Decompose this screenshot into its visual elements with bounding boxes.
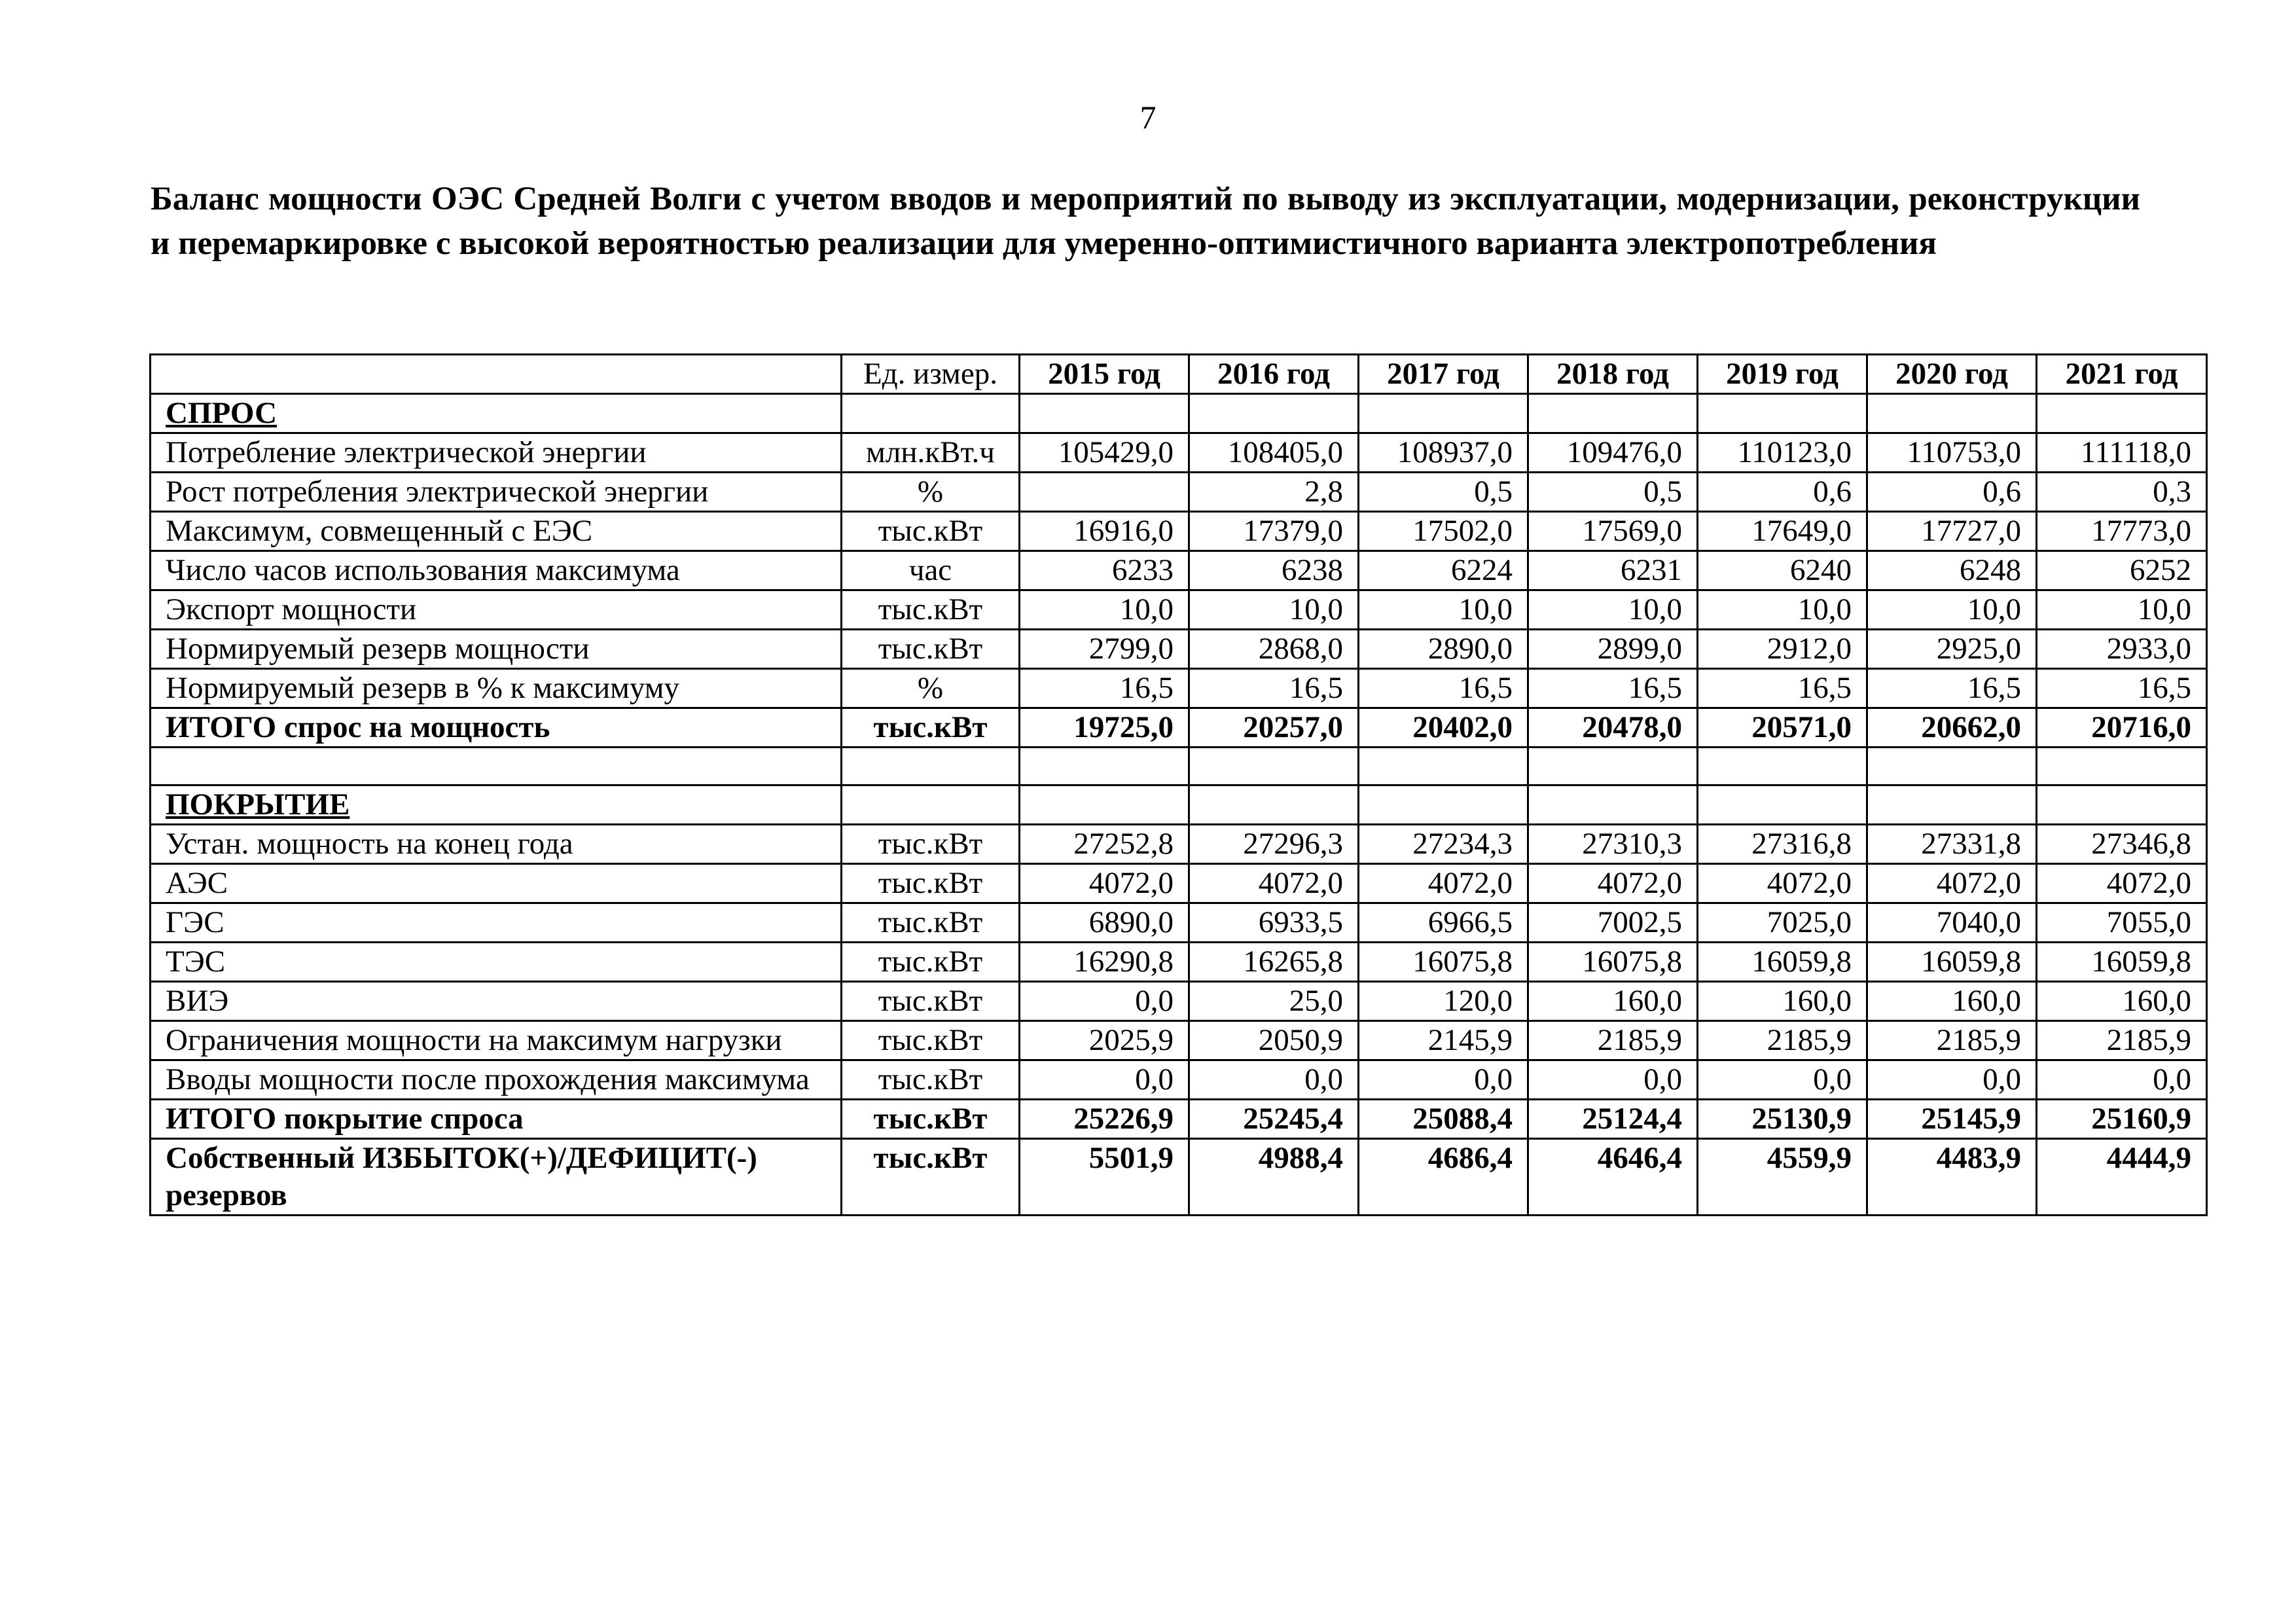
value-cell: 6240 bbox=[1698, 551, 1867, 590]
value-cell bbox=[1528, 748, 1698, 785]
value-cell: 2,8 bbox=[1189, 473, 1359, 512]
value-cell bbox=[1528, 394, 1698, 433]
row-label-cell: Ограничения мощности на максимум нагрузки bbox=[151, 1021, 842, 1060]
value-cell bbox=[1020, 785, 1189, 825]
value-cell: 0,5 bbox=[1359, 473, 1528, 512]
value-cell: 4072,0 bbox=[1359, 864, 1528, 903]
value-cell: 0,0 bbox=[2037, 1060, 2207, 1100]
value-cell: 0,5 bbox=[1528, 473, 1698, 512]
row-label-cell: ПОКРЫТИЕ bbox=[151, 785, 842, 825]
value-cell: 4483,9 bbox=[1867, 1139, 2037, 1216]
value-cell: 17649,0 bbox=[1698, 512, 1867, 551]
value-cell: 17773,0 bbox=[2037, 512, 2207, 551]
header-label-cell bbox=[151, 355, 842, 394]
unit-cell: тыс.кВт bbox=[842, 708, 1020, 748]
value-cell: 27310,3 bbox=[1528, 825, 1698, 864]
value-cell: 25245,4 bbox=[1189, 1100, 1359, 1139]
value-cell: 4072,0 bbox=[1528, 864, 1698, 903]
value-cell: 16,5 bbox=[1528, 669, 1698, 708]
year-header-cell: 2016 год bbox=[1189, 355, 1359, 394]
value-cell bbox=[1189, 394, 1359, 433]
unit-cell: млн.кВт.ч bbox=[842, 433, 1020, 473]
value-cell: 25145,9 bbox=[1867, 1100, 2037, 1139]
unit-cell: тыс.кВт bbox=[842, 1100, 1020, 1139]
value-cell: 27234,3 bbox=[1359, 825, 1528, 864]
table-row bbox=[151, 433, 2207, 473]
table-row bbox=[151, 590, 2207, 630]
unit-cell: тыс.кВт bbox=[842, 943, 1020, 982]
page-number: 7 bbox=[1139, 99, 1157, 135]
row-label-cell: Потребление электрической энергии bbox=[151, 433, 842, 473]
value-cell: 20257,0 bbox=[1189, 708, 1359, 748]
total-row bbox=[151, 1139, 2207, 1216]
spacer-row bbox=[151, 748, 2207, 785]
value-cell: 16059,8 bbox=[1867, 943, 2037, 982]
value-cell: 2933,0 bbox=[2037, 630, 2207, 669]
value-cell: 17569,0 bbox=[1528, 512, 1698, 551]
value-cell bbox=[1359, 748, 1528, 785]
table-row bbox=[151, 669, 2207, 708]
value-cell: 120,0 bbox=[1359, 982, 1528, 1021]
value-cell: 16916,0 bbox=[1020, 512, 1189, 551]
value-cell: 7025,0 bbox=[1698, 903, 1867, 943]
unit-cell: тыс.кВт bbox=[842, 903, 1020, 943]
value-cell: 6224 bbox=[1359, 551, 1528, 590]
total-row bbox=[151, 1100, 2207, 1139]
table-row bbox=[151, 630, 2207, 669]
value-cell: 27316,8 bbox=[1698, 825, 1867, 864]
value-cell: 2185,9 bbox=[1528, 1021, 1698, 1060]
value-cell: 110123,0 bbox=[1698, 433, 1867, 473]
row-label-cell: ГЭС bbox=[151, 903, 842, 943]
value-cell: 0,0 bbox=[1189, 1060, 1359, 1100]
value-cell: 160,0 bbox=[1698, 982, 1867, 1021]
value-cell: 2899,0 bbox=[1528, 630, 1698, 669]
table-row bbox=[151, 512, 2207, 551]
value-cell: 10,0 bbox=[1867, 590, 2037, 630]
value-cell: 25226,9 bbox=[1020, 1100, 1189, 1139]
value-cell: 4646,4 bbox=[1528, 1139, 1698, 1216]
value-cell: 16,5 bbox=[1020, 669, 1189, 708]
value-cell bbox=[1189, 748, 1359, 785]
value-cell: 16,5 bbox=[1698, 669, 1867, 708]
table-row bbox=[151, 864, 2207, 903]
value-cell: 16075,8 bbox=[1359, 943, 1528, 982]
section-header-row bbox=[151, 785, 2207, 825]
value-cell: 25130,9 bbox=[1698, 1100, 1867, 1139]
value-cell: 17379,0 bbox=[1189, 512, 1359, 551]
value-cell bbox=[1359, 394, 1528, 433]
value-cell: 2799,0 bbox=[1020, 630, 1189, 669]
value-cell: 20571,0 bbox=[1698, 708, 1867, 748]
row-label-cell: Нормируемый резерв мощности bbox=[151, 630, 842, 669]
value-cell: 4072,0 bbox=[2037, 864, 2207, 903]
value-cell: 27346,8 bbox=[2037, 825, 2207, 864]
value-cell: 10,0 bbox=[1189, 590, 1359, 630]
value-cell: 0,6 bbox=[1867, 473, 2037, 512]
year-header-cell: 2021 год bbox=[2037, 355, 2207, 394]
value-cell: 0,0 bbox=[1020, 982, 1189, 1021]
row-label-cell: Число часов использования максимума bbox=[151, 551, 842, 590]
row-label-cell: ИТОГО покрытие спроса bbox=[151, 1100, 842, 1139]
row-label-cell: ВИЭ bbox=[151, 982, 842, 1021]
value-cell: 4072,0 bbox=[1867, 864, 2037, 903]
value-cell: 4072,0 bbox=[1020, 864, 1189, 903]
value-cell: 110753,0 bbox=[1867, 433, 2037, 473]
value-cell bbox=[2037, 748, 2207, 785]
value-cell: 16,5 bbox=[1359, 669, 1528, 708]
value-cell: 6238 bbox=[1189, 551, 1359, 590]
value-cell: 16075,8 bbox=[1528, 943, 1698, 982]
value-cell: 16,5 bbox=[1867, 669, 2037, 708]
value-cell: 2185,9 bbox=[1867, 1021, 2037, 1060]
unit-cell bbox=[842, 748, 1020, 785]
unit-cell: тыс.кВт bbox=[842, 1060, 1020, 1100]
value-cell: 2185,9 bbox=[1698, 1021, 1867, 1060]
value-cell: 0,0 bbox=[1867, 1060, 2037, 1100]
value-cell bbox=[2037, 394, 2207, 433]
value-cell: 20662,0 bbox=[1867, 708, 2037, 748]
value-cell: 16265,8 bbox=[1189, 943, 1359, 982]
value-cell: 4686,4 bbox=[1359, 1139, 1528, 1216]
value-cell: 20402,0 bbox=[1359, 708, 1528, 748]
value-cell: 6248 bbox=[1867, 551, 2037, 590]
value-cell: 19725,0 bbox=[1020, 708, 1189, 748]
value-cell: 16059,8 bbox=[1698, 943, 1867, 982]
value-cell: 7002,5 bbox=[1528, 903, 1698, 943]
value-cell: 25124,4 bbox=[1528, 1100, 1698, 1139]
value-cell: 5501,9 bbox=[1020, 1139, 1189, 1216]
value-cell: 0,0 bbox=[1020, 1060, 1189, 1100]
value-cell: 6890,0 bbox=[1020, 903, 1189, 943]
value-cell: 0,0 bbox=[1359, 1060, 1528, 1100]
value-cell: 6933,5 bbox=[1189, 903, 1359, 943]
value-cell: 20478,0 bbox=[1528, 708, 1698, 748]
value-cell: 7040,0 bbox=[1867, 903, 2037, 943]
row-label-cell: Устан. мощность на конец года bbox=[151, 825, 842, 864]
value-cell bbox=[1867, 394, 2037, 433]
table-row bbox=[151, 825, 2207, 864]
unit-cell: тыс.кВт bbox=[842, 864, 1020, 903]
unit-cell: тыс.кВт bbox=[842, 590, 1020, 630]
value-cell bbox=[2037, 785, 2207, 825]
value-cell bbox=[1020, 394, 1189, 433]
row-label-cell: Нормируемый резерв в % к максимуму bbox=[151, 669, 842, 708]
value-cell: 6231 bbox=[1528, 551, 1698, 590]
row-label-cell: Вводы мощности после прохождения максимума bbox=[151, 1060, 842, 1100]
value-cell bbox=[1020, 473, 1189, 512]
row-label-cell: АЭС bbox=[151, 864, 842, 903]
table-row bbox=[151, 1021, 2207, 1060]
unit-header-cell: Ед. измер. bbox=[842, 355, 1020, 394]
unit-cell: % bbox=[842, 473, 1020, 512]
row-label-cell: ИТОГО спрос на мощность bbox=[151, 708, 842, 748]
year-header-cell: 2018 год bbox=[1528, 355, 1698, 394]
row-label-cell: Максимум, совмещенный с ЕЭС bbox=[151, 512, 842, 551]
unit-cell bbox=[842, 394, 1020, 433]
unit-cell: тыс.кВт bbox=[842, 1139, 1020, 1216]
row-label-cell: Экспорт мощности bbox=[151, 590, 842, 630]
value-cell: 27331,8 bbox=[1867, 825, 2037, 864]
value-cell bbox=[1867, 785, 2037, 825]
value-cell: 4559,9 bbox=[1698, 1139, 1867, 1216]
value-cell: 6252 bbox=[2037, 551, 2207, 590]
unit-cell: % bbox=[842, 669, 1020, 708]
value-cell: 4072,0 bbox=[1189, 864, 1359, 903]
value-cell: 2050,9 bbox=[1189, 1021, 1359, 1060]
value-cell bbox=[1698, 748, 1867, 785]
value-cell: 10,0 bbox=[1359, 590, 1528, 630]
value-cell: 17502,0 bbox=[1359, 512, 1528, 551]
value-cell bbox=[1867, 748, 2037, 785]
value-cell: 17727,0 bbox=[1867, 512, 2037, 551]
value-cell: 0,0 bbox=[1528, 1060, 1698, 1100]
unit-cell: тыс.кВт bbox=[842, 512, 1020, 551]
row-label-cell bbox=[151, 748, 842, 785]
table-row bbox=[151, 1060, 2207, 1100]
unit-cell: час bbox=[842, 551, 1020, 590]
year-header-cell: 2017 год bbox=[1359, 355, 1528, 394]
value-cell: 105429,0 bbox=[1020, 433, 1189, 473]
value-cell: 2925,0 bbox=[1867, 630, 2037, 669]
value-cell bbox=[1698, 785, 1867, 825]
value-cell: 108405,0 bbox=[1189, 433, 1359, 473]
value-cell: 2145,9 bbox=[1359, 1021, 1528, 1060]
value-cell: 27296,3 bbox=[1189, 825, 1359, 864]
value-cell: 27252,8 bbox=[1020, 825, 1189, 864]
value-cell bbox=[1020, 748, 1189, 785]
table-row bbox=[151, 943, 2207, 982]
value-cell: 25088,4 bbox=[1359, 1100, 1528, 1139]
value-cell: 6233 bbox=[1020, 551, 1189, 590]
row-label-cell: СПРОС bbox=[151, 394, 842, 433]
value-cell: 2912,0 bbox=[1698, 630, 1867, 669]
value-cell: 160,0 bbox=[1867, 982, 2037, 1021]
value-cell: 16,5 bbox=[1189, 669, 1359, 708]
value-cell: 160,0 bbox=[1528, 982, 1698, 1021]
year-header-cell: 2019 год bbox=[1698, 355, 1867, 394]
value-cell: 10,0 bbox=[1698, 590, 1867, 630]
year-header-cell: 2015 год bbox=[1020, 355, 1189, 394]
value-cell: 25,0 bbox=[1189, 982, 1359, 1021]
year-header-cell: 2020 год bbox=[1867, 355, 2037, 394]
value-cell: 109476,0 bbox=[1528, 433, 1698, 473]
table-row bbox=[151, 473, 2207, 512]
value-cell: 2185,9 bbox=[2037, 1021, 2207, 1060]
document-title: Баланс мощности ОЭС Средней Волги с учетом вводов и мероприятий по выводу из эксплуатации, модернизации, реконструкции и перемаркировке с высокой вероятностью реализации для умеренно-оптимистичного варианта электропотребления bbox=[151, 181, 2140, 262]
value-cell: 111118,0 bbox=[2037, 433, 2207, 473]
row-label-cell: Собственный ИЗБЫТОК(+)/ДЕФИЦИТ(-) резервов bbox=[151, 1139, 842, 1216]
value-cell: 6966,5 bbox=[1359, 903, 1528, 943]
value-cell bbox=[1189, 785, 1359, 825]
table-row bbox=[151, 551, 2207, 590]
value-cell: 0,6 bbox=[1698, 473, 1867, 512]
value-cell: 10,0 bbox=[1020, 590, 1189, 630]
value-cell: 2890,0 bbox=[1359, 630, 1528, 669]
section-header-row bbox=[151, 394, 2207, 433]
row-label-cell: ТЭС bbox=[151, 943, 842, 982]
table-row bbox=[151, 982, 2207, 1021]
value-cell: 20716,0 bbox=[2037, 708, 2207, 748]
table-header-row bbox=[151, 355, 2207, 394]
table-row bbox=[151, 903, 2207, 943]
unit-cell: тыс.кВт bbox=[842, 825, 1020, 864]
value-cell: 2868,0 bbox=[1189, 630, 1359, 669]
value-cell: 108937,0 bbox=[1359, 433, 1528, 473]
value-cell bbox=[1698, 394, 1867, 433]
value-cell: 7055,0 bbox=[2037, 903, 2207, 943]
value-cell bbox=[1359, 785, 1528, 825]
value-cell: 0,0 bbox=[1698, 1060, 1867, 1100]
total-row bbox=[151, 708, 2207, 748]
value-cell: 16290,8 bbox=[1020, 943, 1189, 982]
value-cell: 25160,9 bbox=[2037, 1100, 2207, 1139]
table-body bbox=[151, 355, 2207, 1216]
row-label-cell: Рост потребления электрической энергии bbox=[151, 473, 842, 512]
value-cell: 16,5 bbox=[2037, 669, 2207, 708]
power-balance-table bbox=[149, 353, 2208, 1216]
value-cell: 160,0 bbox=[2037, 982, 2207, 1021]
value-cell: 0,3 bbox=[2037, 473, 2207, 512]
value-cell: 16059,8 bbox=[2037, 943, 2207, 982]
value-cell: 4988,4 bbox=[1189, 1139, 1359, 1216]
value-cell: 10,0 bbox=[1528, 590, 1698, 630]
unit-cell bbox=[842, 785, 1020, 825]
unit-cell: тыс.кВт bbox=[842, 630, 1020, 669]
unit-cell: тыс.кВт bbox=[842, 1021, 1020, 1060]
value-cell: 10,0 bbox=[2037, 590, 2207, 630]
value-cell: 2025,9 bbox=[1020, 1021, 1189, 1060]
value-cell: 4072,0 bbox=[1698, 864, 1867, 903]
value-cell: 4444,9 bbox=[2037, 1139, 2207, 1216]
value-cell bbox=[1528, 785, 1698, 825]
unit-cell: тыс.кВт bbox=[842, 982, 1020, 1021]
